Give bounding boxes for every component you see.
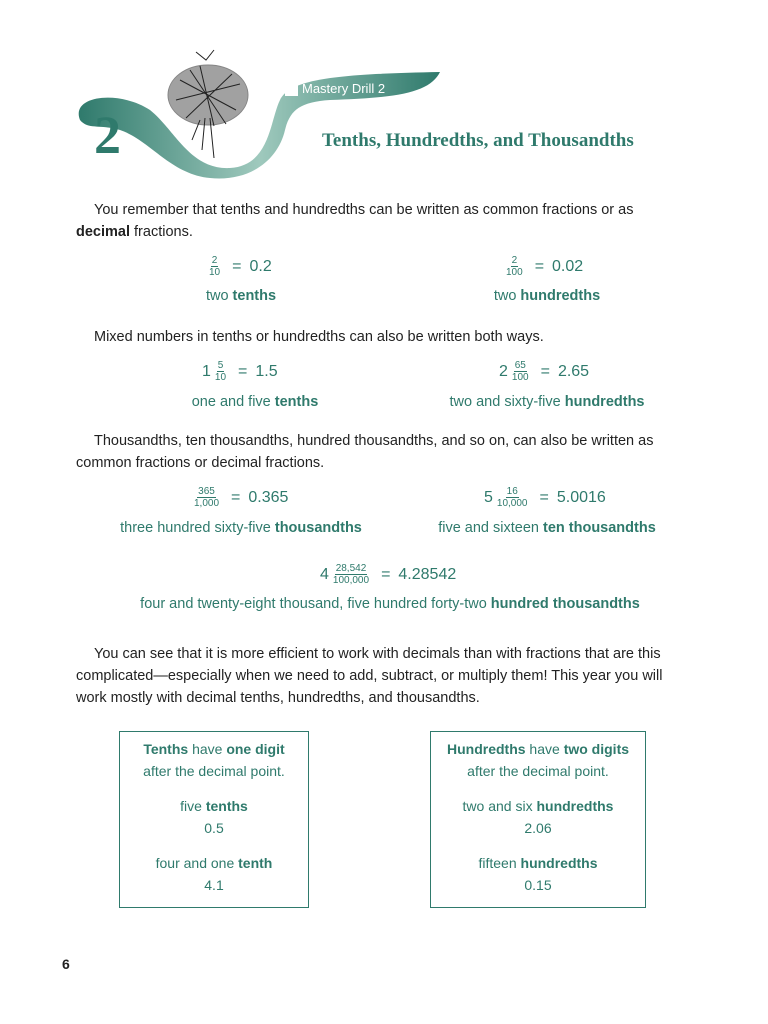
chapter-header	[0, 0, 768, 190]
example-caption: two hundredths	[493, 288, 601, 304]
fraction: $\frac{2}{10}$	[209, 255, 221, 278]
box-example-label: fifteen hundredths	[478, 855, 598, 871]
intro-text-after: fractions.	[130, 224, 193, 240]
math-example: $\frac{2}{100}$ = 0.02	[506, 255, 584, 278]
box-example-value: 0.5	[204, 820, 224, 836]
box-example-value: 2.06	[524, 820, 552, 836]
swoosh-shape	[79, 72, 440, 178]
hundredths-info-box	[430, 731, 646, 908]
box-example-label: four and one tenth	[155, 855, 273, 871]
math-example: $\frac{2}{10}$ = 0.2	[209, 255, 272, 278]
box-title: Hundredths have two digits	[446, 741, 630, 757]
box-subtitle: after the decimal point.	[467, 763, 609, 779]
box-subtitle: after the decimal point.	[143, 763, 285, 779]
fraction: $\frac{16}{10,000}$	[496, 486, 528, 509]
tree-illustration	[168, 50, 248, 158]
tenths-info-box	[119, 731, 309, 908]
fraction: $\frac{2}{100}$	[506, 255, 523, 278]
math-example: 5 $\frac{16}{10,000}$ = 5.0016	[484, 486, 606, 509]
box-example-label: five tenths	[180, 798, 248, 814]
page-number: 6	[62, 956, 70, 972]
fraction: $\frac{28,542}{100,000}$	[332, 563, 370, 586]
example-caption: three hundred sixty-five thousandths	[120, 520, 362, 536]
mixed-paragraph: Mixed numbers in tenths or hundredths can also be written both ways.	[94, 329, 544, 345]
math-example: 1 $\frac{5}{10}$ = 1.5	[202, 360, 278, 383]
example-caption: two and sixty-five hundredths	[449, 394, 645, 410]
chapter-title: Tenths, Hundredths, and Thousandths	[322, 130, 634, 151]
efficiency-paragraph: You can see that it is more efficient to work with decimals than with fractions that are this complicated—especially when we need to add, subtract, or multiply them! This year you will work mostly with decimal tenths, hundredths, and thousandths.	[76, 646, 663, 706]
fraction: $\frac{365}{1,000}$	[194, 486, 220, 509]
math-example: 4 $\frac{28,542}{100,000}$ = 4.28542	[320, 563, 457, 586]
box-example-value: 4.1	[204, 877, 224, 893]
box-example-value: 0.15	[524, 877, 552, 893]
intro-paragraph	[76, 199, 706, 243]
fraction: $\frac{65}{100}$	[511, 360, 529, 383]
box-title: Tenths have one digit	[143, 741, 285, 757]
example-caption: one and five tenths	[191, 394, 319, 410]
example-caption: four and twenty-eight thousand, five hundred forty-two hundred thousandths	[140, 596, 640, 612]
math-example: $\frac{365}{1,000}$ = 0.365	[194, 486, 289, 509]
intro-text: You remember that tenths and hundredths can be written as common fractions or as	[94, 202, 634, 218]
example-caption: two tenths	[205, 288, 277, 304]
math-example: 2 $\frac{65}{100}$ = 2.65	[499, 360, 590, 383]
chapter-number: 2	[94, 105, 121, 165]
thousandths-paragraph: Thousandths, ten thousandths, hundred thousandths, and so on, can also be written as common fractions or decimal fractions.	[76, 433, 654, 471]
drill-checkbox-icon	[285, 83, 298, 96]
intro-bold-word: decimal	[76, 224, 130, 240]
drill-label: Mastery Drill 2	[302, 81, 386, 96]
fraction: $\frac{5}{10}$	[214, 360, 227, 383]
box-example-label: two and six hundredths	[462, 798, 614, 814]
example-caption: five and sixteen ten thousandths	[438, 520, 656, 536]
